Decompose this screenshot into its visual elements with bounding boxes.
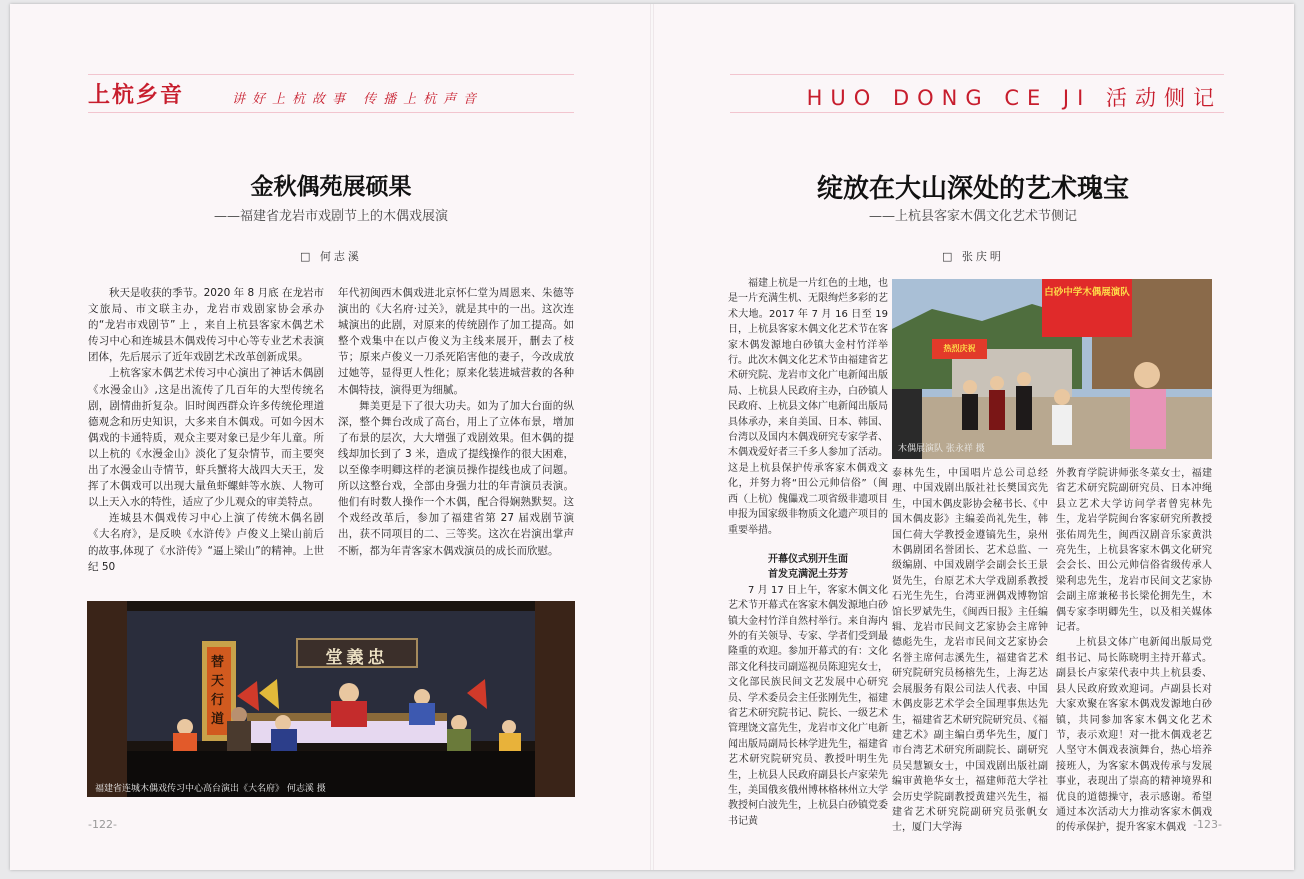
parade-illustration — [892, 279, 1212, 459]
paragraph: 舞美更是下了很大功夫。如为了加大台面的纵深，整个舞台改成了高台，用上了立体布景，增加了布景的层次，大大增强了戏剧效果。但木偶的提线却加长到了 3 米，造成了提线操作的很大困难，以至像李明卿这样的老演员操作提线也成了问题。所以这整台戏，全部由身强力壮的年青演员表演。他们有时数人操作一个木偶，配合得娴熟默契。这个戏经改革后，参加了福建省第 27 届戏剧节演出，获不同项目的二、三等奖。这次在岩演出掌声不断，都为年青客家木偶戏演员的成长而欣慰。 — [338, 399, 574, 557]
article-author: □ 何志溪 — [300, 250, 362, 263]
page-number: -122- — [88, 818, 117, 831]
paragraph: 7 月 17 日上午，客家木偶文化艺术节开幕式在客家木偶发源地白砂镇大金村竹洋自然村举行。来自海内外的有关领导、专家、学者们受到最隆重的欢迎。参加开幕式的有：文化部文化科技司副巡视员陈迎宪女士，文化部民族民间文艺发展中心研究员、学术委员会主任张刚先生，福建省艺术研究院书记、院长、一级艺术管理饶文富先生，龙岩市文化广电新闻出版局副局长林学进先生，福建省艺术研究院研究员、教授叶明生先生，上杭县人民政府副县长卢家荣先生，美国俄亥俄州博林格林州立大学教授柯白波先生，上杭县白砂镇党委书记黄 — [728, 584, 888, 827]
article-author: □ 张庆明 — [942, 250, 1004, 263]
paragraph: 连城县木偶戏传习中心上演了传统木偶名剧《大名府》，是反映《水浒传》卢俊义上梁山前后的故事,体现了《水浒传》“逼上梁山”的精神。上世纪 50 — [88, 512, 324, 573]
paragraph: 上杭客家木偶艺术传习中心演出了神话木偶剧《水漫金山》,这是出流传了几百年的大型传统名剧，剧情曲折复杂。旧时闽西群众许多传统伦理道德观念和历史知识，大多来自木偶戏。可如今因木偶戏的卡通特质，观众主要对象已是少年儿童。所以上杭的《水漫金山》淡化了复杂情节，而主要突出了水漫金山寺情节，虾兵蟹将大战四大天王，发挥了木偶戏可以出现大量鱼虾螺蚌等水族、人物可以上天入水的特性，适应了少儿观众的审美特点。 — [88, 367, 324, 509]
paragraph: 秋天是收获的季节。2020 年 8 月底 在龙岩市文旅局、市文联主办，龙岩市戏剧家协会承办的“龙岩市戏剧节” 上 ，来自上杭县客家木偶艺术传习中心和连城县木偶戏传习中心等专业艺术表演团体，先后展示了近年戏剧艺术改革创新成果。 — [88, 287, 324, 364]
article-subtitle: ——福建省龙岩市戏剧节上的木偶戏展演 — [213, 209, 448, 224]
paragraph: 外教育学院讲师张冬菜女士，福建省艺术研究院副研究员、日本冲绳县立艺术大学访问学者曾宪林先生，龙岩学院闽台客家研究所教授张佑周先生，闽西汉剧音乐家黄洪亮先生，上杭县客家木偶文化研究会会长、田公元帅信俗省级传承人梁利忠先生，龙岩市民间文艺家协会副主席兼秘书长梁伦拥先生，木偶专家李明卿先生，以及相关媒体记者。 — [1056, 468, 1212, 634]
puppet-stage-illustration — [87, 601, 575, 797]
photo-sign: 热烈庆祝 — [943, 344, 976, 353]
section-subheading: 开幕仪式别开生面 首发克满泥土芬芳 — [768, 553, 848, 581]
photo-caption: 木偶展演队 张永祥 摄 — [898, 444, 985, 454]
paragraph: 上杭县文体广电新闻出版局党组书记、局长陈晓明主持开幕式。副县长卢家荣代表中共上杭县委、县人民政府致欢迎词。卢副县长对大家欢聚在客家木偶戏发源地白砂镇，共同参加客家木偶文化艺术节，表示欢迎！对一批木偶戏老艺人坚守木偶戏表演舞台，热心培养接班人，为客家木偶戏传承与发展事业，表现出了崇高的精神境界和优良的道德操守，表示感谢。希望通过本次活动大力推动客家木偶戏的传承保护，提升客家木偶戏 — [1056, 637, 1212, 834]
magazine-spread — [10, 4, 1294, 870]
festival-photo — [892, 279, 1212, 459]
header-rule-bottom — [88, 112, 574, 113]
paragraph: 年代初闽西木偶戏进北京怀仁堂为周恩来、朱德等演出的《大名府·过关》，就是其中的一出。这次连城演出的此剧，对原来的传统剧作了加工提高。如整个戏集中在以卢俊义为主线来展开，删去了枝节；原来卢俊义一刀杀死陷害他的妻子，今改成放过她等，显得更人性化；原来化装进城营救的各种木偶特技，演得更为细腻。 — [338, 287, 574, 396]
header-rule-top — [88, 74, 574, 75]
header-rule-bottom — [730, 112, 1224, 113]
photo-banner: 白砂中学木偶展演队 — [1044, 287, 1130, 298]
paragraph: 福建上杭是一片红色的土地，也是一片充满生机、无限绚烂多彩的艺术大地。2017 年 7 月 16 日至 19 日，上杭县客家木偶文化艺术节在客家木偶发源地白砂镇大金村竹洋举行。此次木偶文化艺术节由福建省艺术研究院、龙岩市文化广电新闻出版局、上杭县人民政府主办，白砂镇人民政府、上杭县文体广电新闻出版局具体承办，来自美国、日本、韩国、台湾以及国内木偶戏研究专家学者、木偶戏爱好者三千多人参加了活动。这是上杭县保护传承客家木偶戏文化，并努力将“田公元帅信俗”（闽西（上杭）傀儡戏二项省级非遗项目申报为国家级非物质文化遗产项目的重要举措。 — [728, 278, 888, 536]
right-page — [652, 4, 1294, 870]
stage-photo — [87, 601, 575, 797]
article-column-1 — [728, 276, 888, 829]
article-column-2 — [892, 466, 1048, 836]
article-column-3 — [1056, 466, 1212, 836]
header-slogan: 讲好上杭故事 传播上杭声音 — [232, 92, 484, 107]
left-page — [10, 4, 652, 870]
header-rule-top — [730, 74, 1224, 75]
article-title: 金秋偶苑展硕果 — [250, 173, 412, 200]
brand-logo: 上杭乡音 — [88, 82, 185, 108]
article-subtitle: ——上杭县客家木偶文化艺术节侧记 — [868, 209, 1077, 224]
article-column-2 — [338, 285, 574, 559]
photo-caption: 福建省连城木偶戏传习中心高台演出《大名府》 何志溪 摄 — [95, 784, 326, 794]
stage-banner: 替天行道 — [211, 655, 225, 727]
article-title: 绽放在大山深处的艺术瑰宝 — [816, 174, 1129, 204]
article-column-1 — [88, 285, 324, 575]
paragraph: 泰林先生，中国唱片总公司总经理、中国戏剧出版社社长樊国宾先生，中国木偶皮影协会秘书长、《中国木偶皮影》主编姜尚礼先生，韩国仁荷大学教授金遵镐先生，泉州木偶剧团名誉团长、艺术总监、一级编剧、中国戏剧学会副会长王景贤先生，台原艺术大学戏剧系教授石光生先生，台湾亚洲偶戏博物馆馆长罗斌先生，《闽西日报》主任编辑、龙岩市民间文艺家协会主席钟德彪先生，龙岩市民间文艺家协会名誉主席何志溪先生，福建省艺术研究院研究员杨榕先生，上海艺达会展服务有限公司法人代表、中国木偶皮影艺术学会全国理事焦达先生，福建省艺术研究院研究员、《福建艺术》副主编白勇华先生，厦门市台湾艺术研究所副院长、副研究员吴慧颖女士，中国戏剧出版社副编审黄艳华女士，福建师范大学社会历史学院副教授黄建兴先生，福建省艺术研究院副研究员张帆女士，厦门大学海 — [892, 468, 1048, 834]
page-number: -123- — [1193, 818, 1222, 831]
stage-plaque: 堂義忠 — [325, 648, 389, 668]
section-heading: HUO DONG CE JI 活动侧记 — [806, 86, 1222, 110]
